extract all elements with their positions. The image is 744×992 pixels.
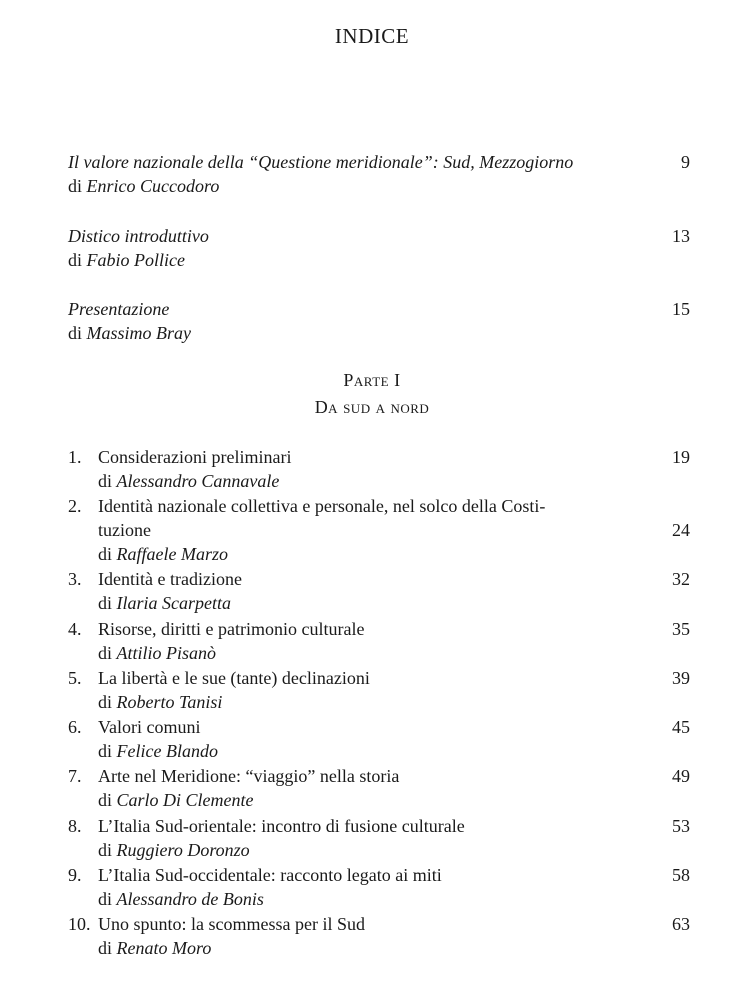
entry-author-line <box>68 321 690 345</box>
chapter-author-line <box>98 641 650 665</box>
page-number: 63 <box>672 914 690 934</box>
by-word: di <box>68 250 83 270</box>
chapter-author-line <box>98 739 650 763</box>
chapter-number: 10. <box>68 914 91 934</box>
entry-title: Presentazione <box>68 299 170 319</box>
chapter-entry[interactable] <box>68 863 690 911</box>
chapter-author: Attilio Pisanò <box>116 643 217 663</box>
chapter-entry[interactable] <box>68 567 690 615</box>
chapter-title: Arte nel Meridione: “viaggio” nella storia <box>98 766 400 786</box>
toc-entry[interactable] <box>68 224 690 272</box>
page-number: 58 <box>672 865 690 885</box>
chapter-number: 6. <box>68 717 82 737</box>
chapter-number: 7. <box>68 766 82 786</box>
by-word: di <box>98 790 113 810</box>
page-number: 9 <box>681 152 690 172</box>
entry-author: Enrico Cuccodoro <box>86 176 220 196</box>
chapter-author: Renato Moro <box>116 938 212 958</box>
page-number: 49 <box>672 766 690 786</box>
page-number: 32 <box>672 569 690 589</box>
chapter-title: Identità e tradizione <box>98 569 242 589</box>
toc-entry[interactable] <box>68 297 690 345</box>
chapter-author-line <box>98 887 650 911</box>
chapter-author: Roberto Tanisi <box>116 692 223 712</box>
chapter-title: L’Italia Sud-occidentale: racconto legato ai miti <box>98 865 442 885</box>
by-word: di <box>68 176 83 196</box>
chapter-number: 5. <box>68 668 82 688</box>
chapter-title: Risorse, diritti e patrimonio culturale <box>98 619 365 639</box>
page-number: 35 <box>672 619 690 639</box>
chapter-number: 9. <box>68 865 82 885</box>
by-word: di <box>98 741 113 761</box>
chapter-author-line <box>98 690 650 714</box>
by-word: di <box>98 593 113 613</box>
chapter-entry[interactable] <box>68 617 690 665</box>
page-number: 19 <box>672 447 690 467</box>
chapter-entry[interactable] <box>68 764 690 812</box>
part-title: Da sud a nord <box>314 397 430 417</box>
chapter-author-line <box>98 936 650 960</box>
chapter-title: L’Italia Sud-orientale: incontro di fusione culturale <box>98 816 465 836</box>
by-word: di <box>98 840 113 860</box>
page-title: INDICE <box>334 24 410 48</box>
chapter-number: 4. <box>68 619 82 639</box>
by-word: di <box>98 889 113 909</box>
chapter-title: La libertà e le sue (tante) declinazioni <box>98 668 370 688</box>
chapter-title: Identità nazionale collettiva e personale, nel solco della Costi- <box>98 496 546 516</box>
entry-author: Fabio Pollice <box>86 250 185 270</box>
chapter-title: Valori comuni <box>98 717 201 737</box>
by-word: di <box>98 544 113 564</box>
chapter-author: Ilaria Scarpetta <box>116 593 232 613</box>
chapter-author: Alessandro Cannavale <box>116 471 280 491</box>
chapter-author-line <box>98 542 650 566</box>
chapter-entry[interactable] <box>68 715 690 763</box>
part-label: Parte I <box>343 370 401 390</box>
page-number: 39 <box>672 668 690 688</box>
chapter-author-line <box>98 591 650 615</box>
by-word: di <box>68 323 83 343</box>
chapter-author-line <box>98 469 650 493</box>
chapter-author: Raffaele Marzo <box>116 544 228 564</box>
chapter-entry[interactable] <box>68 494 690 566</box>
page-number: 15 <box>672 299 690 319</box>
chapter-author-line <box>98 838 650 862</box>
entry-author-line <box>68 248 690 272</box>
by-word: di <box>98 692 113 712</box>
chapter-number: 3. <box>68 569 82 589</box>
chapter-number: 1. <box>68 447 82 467</box>
chapter-title: Considerazioni preliminari <box>98 447 292 467</box>
toc-entry[interactable] <box>68 150 690 198</box>
chapter-number: 2. <box>68 496 82 516</box>
chapter-number: 8. <box>68 816 82 836</box>
chapter-author: Alessandro de Bonis <box>116 889 264 909</box>
by-word: di <box>98 471 113 491</box>
page-number: 13 <box>672 226 690 246</box>
entry-title: Distico introduttivo <box>68 226 209 246</box>
chapter-entry[interactable] <box>68 912 690 960</box>
page-number: 45 <box>672 717 690 737</box>
entry-title: Il valore nazionale della “Questione meridionale”: Sud, Mezzogiorno <box>68 152 574 172</box>
entry-author: Massimo Bray <box>86 323 192 343</box>
page-number: 24 <box>672 520 690 540</box>
chapter-author: Carlo Di Clemente <box>116 790 254 810</box>
chapter-title-continued: tuzione <box>98 520 151 540</box>
by-word: di <box>98 938 113 958</box>
chapter-title: Uno spunto: la scommessa per il Sud <box>98 914 365 934</box>
chapter-entry[interactable] <box>68 814 690 862</box>
chapter-author: Ruggiero Doronzo <box>116 840 250 860</box>
chapter-author: Felice Blando <box>116 741 218 761</box>
chapter-author-line <box>98 788 650 812</box>
chapter-entry[interactable] <box>68 666 690 714</box>
page-number: 53 <box>672 816 690 836</box>
entry-author-line <box>68 174 690 198</box>
chapter-entry[interactable] <box>68 445 690 493</box>
by-word: di <box>98 643 113 663</box>
